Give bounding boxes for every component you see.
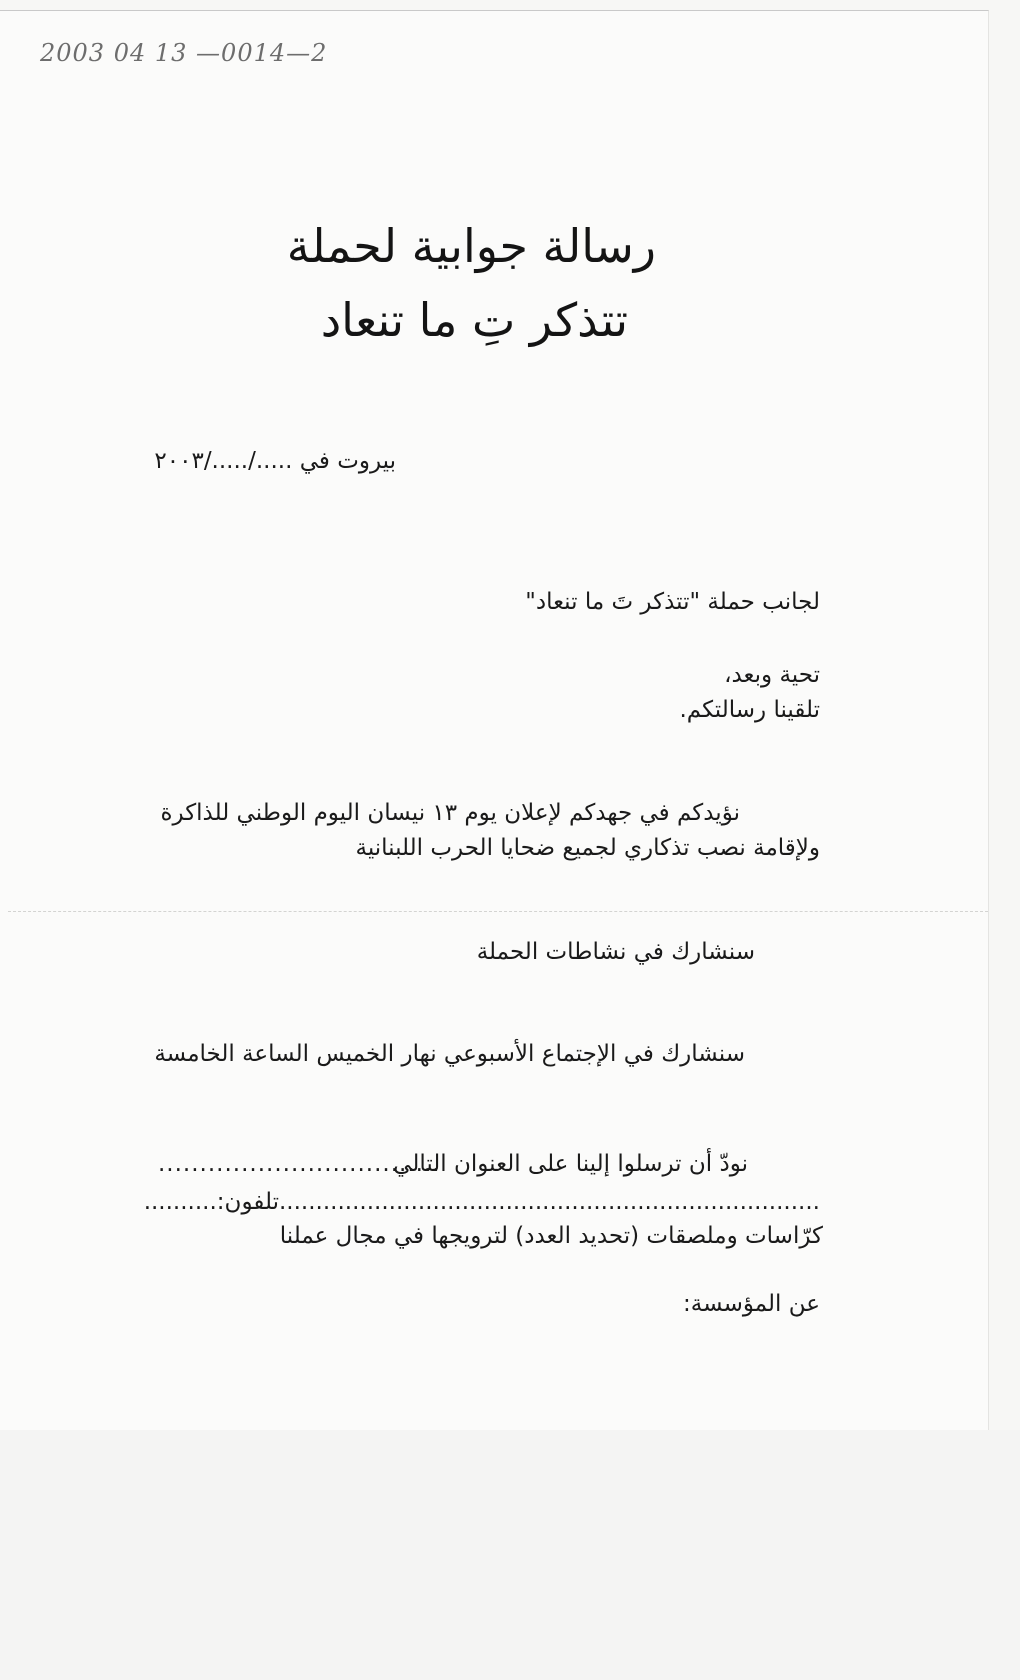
letter-page	[0, 10, 989, 1431]
fold-line	[8, 911, 988, 912]
address-dots: ..................................	[158, 1151, 441, 1177]
received-line: تلقينا رسالتكم.	[679, 697, 820, 723]
handwritten-reference: 2003 04 13 —0014—2	[40, 39, 328, 67]
addressee-line: لجانب حملة "تتذكر تَ ما تنعاد"	[525, 589, 820, 615]
participate-activities: سنشارك في نشاطات الحملة	[476, 939, 755, 965]
materials-line: كرّاسات وملصقات (تحديد العدد) لترويجها في مجال عملنا	[279, 1223, 823, 1249]
support-line-2: ولإقامة نصب تذكاري لجميع ضحايا الحرب اللبنانية	[355, 835, 820, 861]
greeting-line: تحية وبعد،	[724, 662, 820, 688]
date-line: بيروت في ...../...../٢٠٠٣	[154, 448, 396, 474]
support-line-1: نؤيدكم في جهدكم لإعلان يوم ١٣ نيسان اليوم الوطني للذاكرة	[160, 800, 740, 826]
request-address-line: نودّ أن ترسلوا إلينا على العنوان التالي	[393, 1151, 748, 1177]
scan-background	[0, 1430, 1020, 1680]
from-organization: عن المؤسسة:	[683, 1291, 820, 1317]
phone-line: ..........................................................................تلفون:..........	[143, 1189, 820, 1215]
title-line-1: رسالة جوابية لحملة	[286, 219, 656, 273]
title-line-2: تتذكر تِ ما تنعاد	[320, 293, 628, 347]
participate-meeting: سنشارك في الإجتماع الأسبوعي نهار الخميس الساعة الخامسة	[154, 1041, 745, 1067]
